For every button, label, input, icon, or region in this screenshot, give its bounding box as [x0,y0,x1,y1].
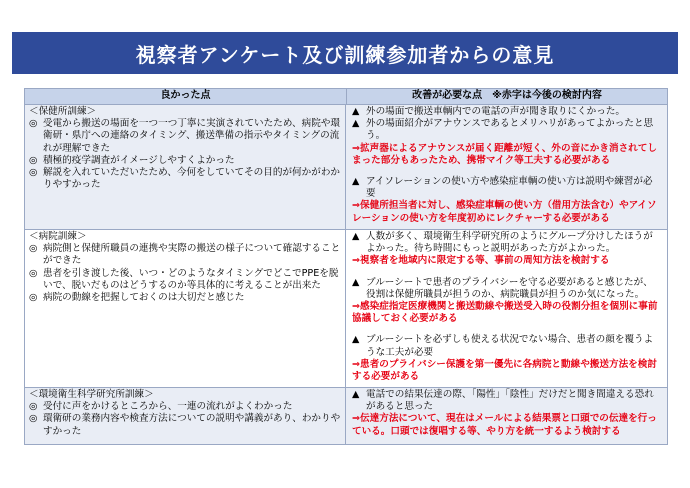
review-note: ⇒保健所担当者に対し、感染症車輌の使い方（借用方法含む）やアイソレーションの使い方を年度初めにレクチャーする必要がある [352,200,657,224]
section-label: ＜病院訓練＞ [29,231,87,242]
list-item: ▲ ブルーシートを必ずしも使える状況でない場合、患者の顔を覆うような工夫が必要 [352,334,654,358]
opinion-table [24,88,668,445]
review-note: ⇒感染症指定医療機関と搬送動線や搬送受入時の役割分担を個別に事前協議しておく必要がある [352,301,658,325]
double-circle-icon: ◎ [29,167,38,179]
triangle-icon: ▲ [352,389,360,400]
double-circle-icon: ◎ [29,243,38,255]
list-item: ▲ 外の場面紹介がアナウンスであるとメリハリがあってよかったと思う。 [352,118,654,142]
list-item: ▲ 外の場面で搬送車輌内での電話の声が聞き取りにくかった。 [352,106,626,117]
improve-cell [346,230,667,387]
section-label: ＜環境衛生科学研究所訓練＞ [29,389,154,400]
list-item: ▲ ブルーシートで患者のプライバシーを守る必要があると感じたが、役割は保健所職員が担うのか、病院職員が担うのか気になった。 [352,276,653,300]
header-improve: 改善が必要な点 [412,90,483,102]
list-item: ◎ 受付に声をかけるところから、一連の流れがよくわかった [29,401,293,413]
triangle-icon: ▲ [352,334,360,346]
review-note: ⇒患者のプライバシー保護を第一優先に各病院と動線や搬送方法を検討する必要がある [352,358,657,383]
list-item: ◎ 受電から搬送の場面を一つ一つ丁寧に実演されていたため、病院や環衛研・県庁への連絡のタイミング、搬送準備の指示やタイミングの流れが理解できた [29,118,341,154]
double-circle-icon: ◎ [29,292,38,304]
header-note: ※赤字は今後の検討内容 [492,90,602,102]
header-good: 良かった点 [25,89,347,104]
triangle-icon: ▲ [352,118,360,130]
list-item: ▲ 人数が多く、環境衛生科学研究所のようにグループ分けしたほうがよかった。待ち時間にもっと説明があった方がよかった。 [352,231,653,255]
table-row [25,105,667,230]
double-circle-icon: ◎ [29,267,38,279]
triangle-icon: ▲ [352,176,360,188]
header-improve-cell [347,89,667,104]
table-row [25,388,667,444]
list-item: ◎ 患者を引き渡した後、いつ・どのようなタイミングでどこでPPEを脱いで、脱いだものはどうするのか等具体的に考えることが出来た [29,267,339,291]
good-cell [25,105,346,229]
triangle-icon: ▲ [352,276,360,288]
list-item: ◎ 解説を入れていただいたため、今何をしていてその目的が何かがわかりやすかった [29,167,341,191]
list-item: ◎ 環衛研の業務内容や検査方法についての説明や講義があり、わかりやすかった [29,413,341,437]
good-cell [25,388,346,444]
improve-cell [346,105,667,229]
review-note: ⇒伝達方法について、現在はメールによる結果票と口頭での伝達を行っている。口頭では復唱する等、やり方を統一するよう検討する [352,413,657,437]
review-note: ⇒視察者を地域内に限定する等、事前の周知方法を検討する [352,255,610,267]
double-circle-icon: ◎ [29,154,38,166]
list-item: ▲ 電話での結果伝達の際、「陽性」「陰性」だけだと聞き間違える恐れがあると思った [352,389,654,413]
list-item: ▲ アイソレーションの使い方や感染症車輌の使い方は説明や練習が必要 [352,176,653,200]
section-label: ＜保健所訓練＞ [29,106,97,117]
review-note: ⇒拡声器によるアナウンスが届く距離が短く、外の音にかき消されてしまった部分もあったため、携帯マイク等工夫する必要がある [352,142,657,166]
triangle-icon: ▲ [352,106,360,117]
double-circle-icon: ◎ [29,118,38,130]
list-item: ◎ 病院の動線を把握しておくのは大切だと感じた [29,292,245,304]
good-cell [25,230,346,387]
list-item: ◎ 積極的疫学調査がイメージしやすくよかった [29,154,235,166]
improve-cell [346,388,667,444]
page-title: 視察者アンケート及び訓練参加者からの意見 [12,32,678,74]
table-row [25,230,667,388]
double-circle-icon: ◎ [29,413,38,425]
triangle-icon: ▲ [352,231,360,242]
list-item: ◎ 病院側と保健所職員の連携や実際の搬送の様子について確認することができた [29,243,341,267]
double-circle-icon: ◎ [29,401,38,413]
table-header [25,89,667,105]
